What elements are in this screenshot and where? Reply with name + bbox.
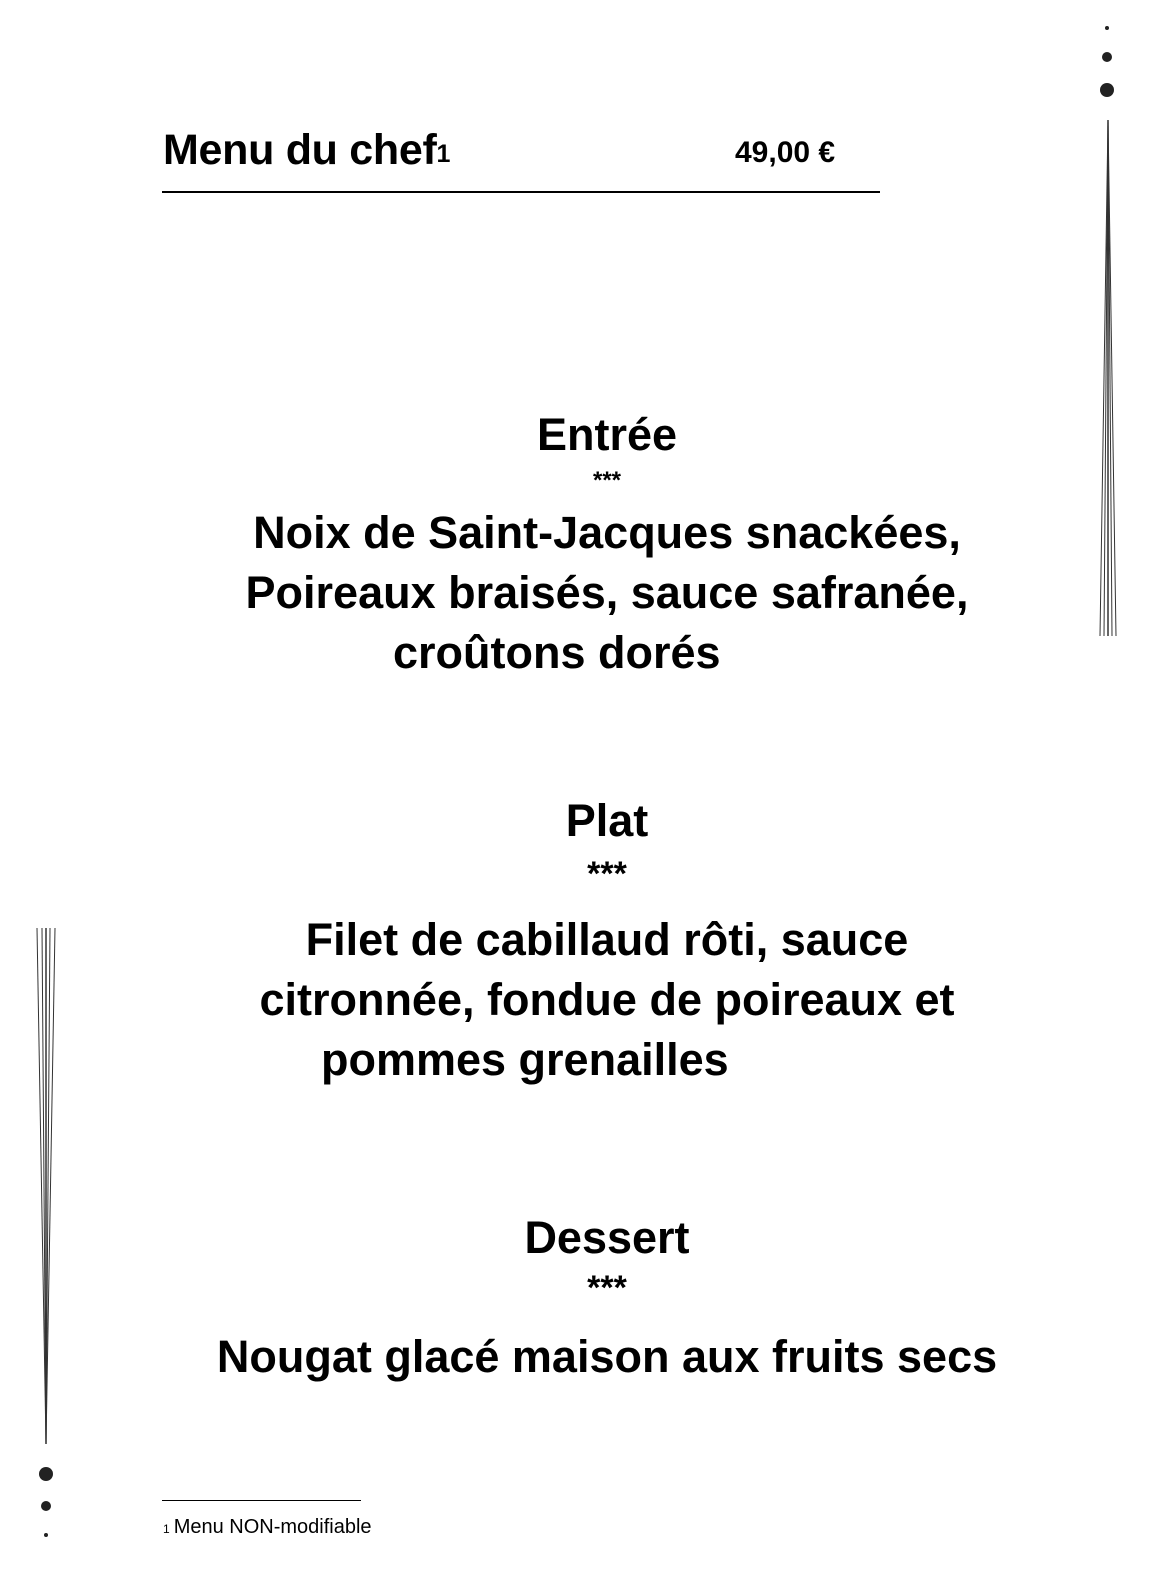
section-separator-entree: *** [592,467,622,494]
entree-dish-line-1: Noix de Saint-Jacques snackées, [253,507,961,558]
menu-price: 49,00 € [735,136,836,169]
entree-dish-line-3: croûtons dorés [393,627,721,678]
plat-dish-line-2: citronnée, fondue de poireaux et [259,974,955,1025]
ornament-dot-small [1105,26,1109,30]
footnote [163,1515,372,1539]
menu-title [163,124,450,176]
section-separator-dessert: *** [587,1269,627,1307]
section-heading-plat: Plat [565,795,649,846]
menu-title-text: Menu du chef [163,126,437,174]
ornament-dot-large [1100,83,1114,97]
section-heading-dessert: Dessert [524,1212,690,1263]
section-separator-plat: *** [587,855,627,893]
footnote-marker: 1 [163,1522,170,1536]
footnote-reference: 1 [436,140,451,168]
ornament-lines-bottom-left [33,926,61,1446]
entree-dish-line-2: Poireaux braisés, sauce safranée, [245,567,969,618]
ornament-dot-small [44,1533,48,1537]
ornament-dot-large [39,1467,53,1481]
footnote-text: Menu NON-modifiable [173,1516,372,1538]
plat-dish-line-3: pommes grenailles [321,1034,729,1085]
plat-dish-line-1: Filet de cabillaud rôti, sauce [305,914,909,965]
dessert-dish-line-1: Nougat glacé maison aux fruits secs [216,1331,998,1382]
footnote-divider [162,1500,361,1501]
section-heading-entree: Entrée [536,409,678,460]
ornament-dot-medium [1102,52,1112,62]
header-divider [162,191,880,193]
ornament-dot-medium [41,1501,51,1511]
ornament-lines-top-right [1094,118,1122,638]
